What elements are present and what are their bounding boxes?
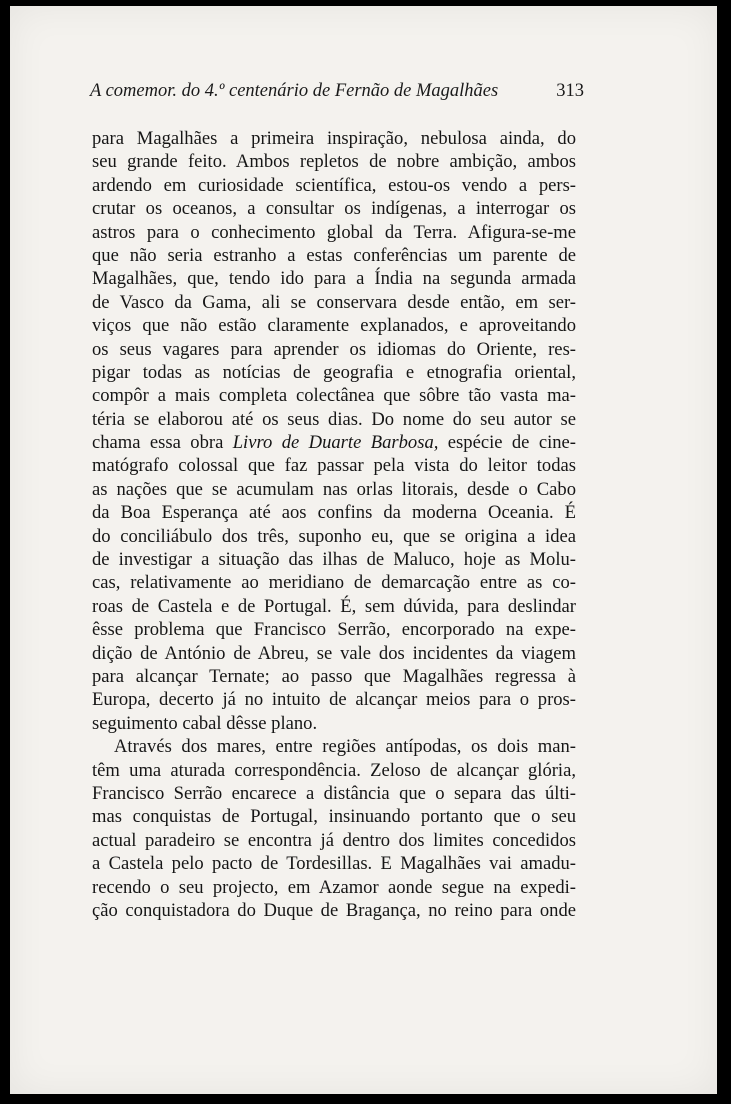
text-line: têm uma aturada correspondência. Zeloso de alcançar glória, (92, 759, 576, 781)
text-line: pigar todas as notícias de geografia e etnografia oriental, (92, 361, 576, 383)
text-line: cas, relativamente ao meridiano de demarcação entre as co- (92, 572, 576, 594)
text-line: dição de António de Abreu, se vale dos incidentes da viagem (92, 642, 576, 664)
text-line: de investigar a situação das ilhas de Maluco, hoje as Molu- (92, 549, 576, 571)
book-page (10, 6, 717, 1094)
text-line: para alcançar Ternate; ao passo que Magalhães regressa à (92, 665, 576, 687)
text-line: ardendo em curiosidade scientífica, estou-os vendo a pers- (92, 174, 576, 196)
text-line: Francisco Serrão encarece a distância que o separa das últi- (92, 782, 576, 804)
text-line: viços que não estão claramente explanados, e aproveitando (92, 315, 576, 337)
text-line: Através dos mares, entre regiões antípodas, os dois man- (114, 736, 576, 758)
text-line: astros para o conhecimento global da Terra. Afigura-se-me (92, 221, 576, 243)
text-run: espécie de cine- (438, 432, 576, 454)
text-line: da Boa Esperança até aos confins da moderna Oceania. É (92, 502, 576, 524)
text-line: do conciliábulo dos três, suponho eu, que se origina a idea (92, 525, 576, 547)
text-line: compôr a mais completa colectânea que sôbre tão vasta ma- (92, 385, 576, 407)
text-line: ção conquistadora do Duque de Bragança, no reino para onde (92, 899, 576, 921)
page-header (90, 81, 584, 102)
text-line: de Vasco da Gama, ali se conservara desde então, em ser- (92, 291, 576, 313)
text-line: matógrafo colossal que faz passar pela vista do leitor todas (92, 455, 576, 477)
text-line: actual paradeiro se encontra já dentro dos limites concedidos (92, 829, 576, 851)
text-line: téria se elaborou até os seus dias. Do nome do seu autor se (92, 408, 576, 430)
book-title: Livro de Duarte Barbosa, (232, 432, 439, 454)
text-line: para Magalhães a primeira inspiração, nebulosa ainda, do (92, 128, 576, 149)
page-number: 313 (556, 81, 584, 101)
text-line: Europa, decerto já no intuito de alcançar meios para o pros- (92, 689, 576, 711)
text-line: a Castela pelo pacto de Tordesillas. E Magalhães vai amadu- (92, 853, 576, 875)
running-title: A comemor. do 4.º centenário de Fernão de Magalhães (90, 81, 499, 101)
text-line: êsse problema que Francisco Serrão, encorporado na expe- (92, 619, 576, 641)
text-line: seu grande feito. Ambos repletos de nobre ambição, ambos (92, 151, 576, 173)
text-line: Magalhães, que, tendo ido para a Índia na segunda armada (92, 268, 576, 290)
text-line: seguimento cabal dêsse plano. (92, 712, 318, 734)
text-line: recendo o seu projecto, em Azamor aonde segue na expedi- (92, 876, 576, 898)
text-line: que não seria estranho a estas conferências um parente de (92, 244, 576, 266)
text-line: mas conquistas de Portugal, insinuando portanto que o seu (92, 806, 576, 828)
text-line: os seus vagares para aprender os idiomas do Oriente, res- (92, 338, 576, 360)
body-text (92, 127, 576, 922)
text-line (92, 431, 576, 454)
text-run: chama essa obra (92, 432, 233, 454)
text-line: roas de Castela e de Portugal. É, sem dúvida, para deslindar (92, 595, 576, 617)
text-line: as nações que se acumulam nas orlas litorais, desde o Cabo (92, 478, 576, 500)
text-line: crutar os oceanos, a consultar os indígenas, a interrogar os (92, 198, 576, 220)
